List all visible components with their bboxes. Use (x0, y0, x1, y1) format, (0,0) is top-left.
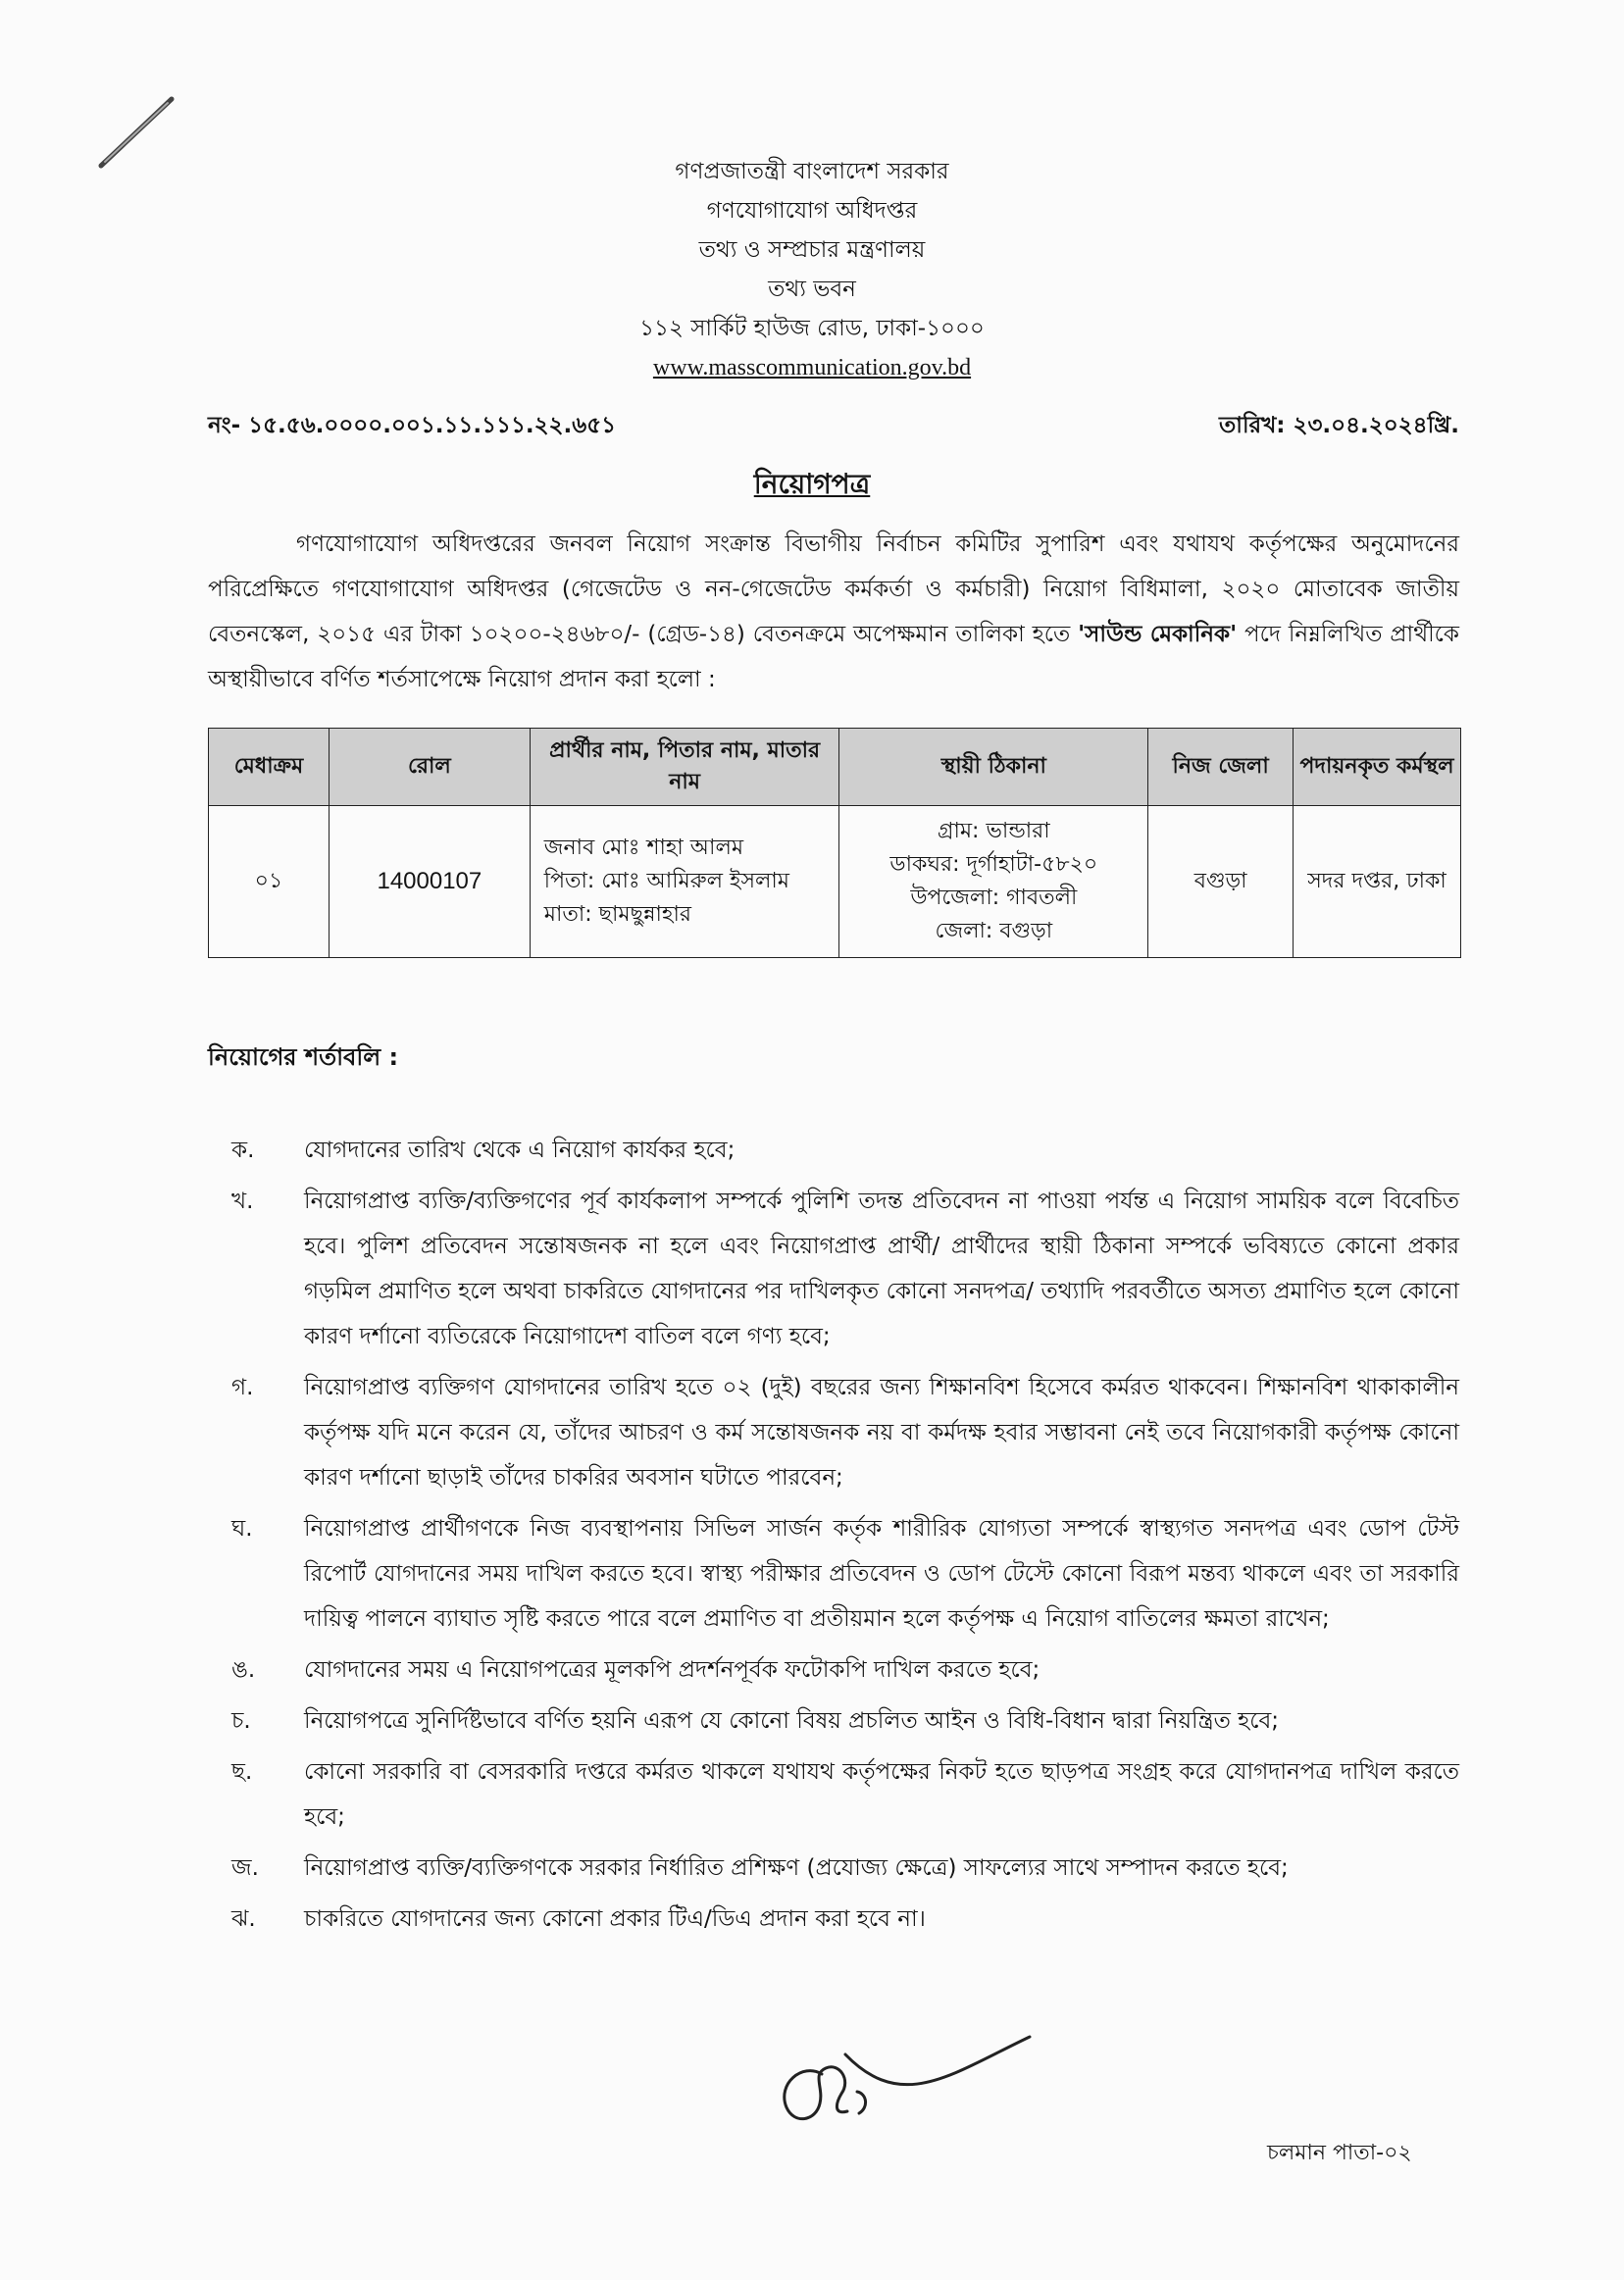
handwritten-signature (765, 2035, 1059, 2143)
header-workplace: পদায়নকৃত কর্মস্থল (1294, 729, 1461, 806)
header-district: নিজ জেলা (1148, 729, 1294, 806)
header-merit: মেধাক্রম (209, 729, 330, 806)
condition-text: চাকরিতে যোগদানের জন্য কোনো প্রকার টিএ/ডিএ প্রদান করা হবে না। (304, 1906, 926, 1932)
memo-date: তারিখ: ২৩.০৪.২০২৪খ্রি. (1219, 413, 1459, 438)
list-item (208, 1128, 1459, 1173)
intro-text-end: পদে নিম্নলিখিত প্রার্থীকে অস্থায়ীভাবে বর্ণিত শর্তসাপেক্ষে নিয়োগ প্রদান করা হলো : (208, 622, 1459, 692)
address-upazila: উপজেলা: গাবতলী (910, 886, 1078, 910)
list-item (208, 1846, 1459, 1891)
memo-row (208, 407, 1459, 445)
condition-text: নিয়োগপত্রে সুনির্দিষ্টভাবে বর্ণিত হয়নি এরূপ যে কোনো বিষয় প্রচলিত আইন ও বিধি-বিধান দ্বারা নিয়ন্ত্রিত হবে; (304, 1708, 1280, 1734)
condition-marker: খ. (231, 1189, 254, 1214)
condition-text: নিয়োগপ্রাপ্ত প্রার্থীগণকে নিজ ব্যবস্থাপনায় সিভিল সার্জন কর্তৃক শারীরিক যোগ্যতা সম্পর্কে স্বাস্থ্যগত সনদপত্র এবং ডোপ টেস্ট রিপোর্ট যোগদানের সময় দাখিল করতে হবে। স্বাস্থ্য পরীক্ষার প্রতিবেদন ও ডোপ টেস্টে কোনো বিরূপ মন্তব্য থাকলে এবং তা সরকারি দায়িত্ব পালনে ব্যাঘাত সৃষ্টি করতে পারে বলে প্রমাণিত বা প্রতীয়মান হলে কর্তৃপক্ষ এ নিয়োগ বাতিলের ক্ষমতা রাখেন; (304, 1516, 1459, 1632)
condition-text: নিয়োগপ্রাপ্ত ব্যক্তি/ব্যক্তিগণকে সরকার নির্ধারিত প্রশিক্ষণ (প্রযোজ্য ক্ষেত্রে) সাফল্যের সাথে সম্পাদন করতে হবে; (304, 1855, 1289, 1881)
letterhead-government: গণপ্রজাতন্ত্রী বাংলাদেশ সরকার (675, 159, 949, 184)
list-item (208, 1749, 1459, 1840)
candidate-father: পিতা: মোঃ আমিরুল ইসলাম (543, 869, 789, 893)
cell-candidate (530, 806, 839, 958)
intro-paragraph (208, 522, 1459, 702)
header-address: স্থায়ী ঠিকানা (839, 729, 1148, 806)
letterhead-building: তথ্য ভবন (768, 277, 856, 302)
table-header-row (209, 729, 1461, 806)
condition-text: যোগদানের তারিখ থেকে এ নিয়োগ কার্যকর হবে; (304, 1138, 736, 1163)
conditions-heading: নিয়োগের শর্তাবলি : (208, 1043, 399, 1071)
condition-marker: জ. (231, 1855, 259, 1881)
candidate-mother: মাতা: ছামছুন্নাহার (543, 902, 691, 927)
list-item (208, 1365, 1459, 1500)
post-name: 'সাউন্ড মেকানিক' (1078, 622, 1238, 647)
condition-marker: ঙ. (231, 1657, 256, 1683)
list-item (208, 1179, 1459, 1359)
list-item (208, 1698, 1459, 1744)
cell-workplace: সদর দপ্তর, ঢাকা (1294, 806, 1461, 958)
document-title: নিয়োগপত্র (753, 468, 871, 500)
address-district: জেলা: বগুড়া (935, 919, 1053, 943)
address-village: গ্রাম: ভান্ডারা (937, 819, 1050, 843)
address-post-office: ডাকঘর: দূর্গাহাটা-৫৮২০ (889, 852, 1098, 877)
condition-text: নিয়োগপ্রাপ্ত ব্যক্তিগণ যোগদানের তারিখ হতে ০২ (দুই) বছরের জন্য শিক্ষানবিশ হিসেবে কর্মরত থাকবেন। শিক্ষানবিশ থাকাকালীন কর্তৃপক্ষ যদি মনে করেন যে, তাঁদের আচরণ ও কর্ম সন্তোষজনক নয় বা কর্মদক্ষ হবার সম্ভাবনা নেই তবে নিয়োগকারী কর্তৃপক্ষ কোনো কারণ দর্শানো ছাড়াই তাঁদের চাকরির অবসান ঘটাতে পারবেন; (304, 1375, 1459, 1491)
candidate-name: জনাব মোঃ শাহা আলম (543, 836, 744, 860)
cell-address (839, 806, 1148, 958)
letterhead-address: ১১২ সার্কিট হাউজ রোড, ঢাকা-১০০০ (639, 316, 985, 341)
letterhead-ministry: তথ্য ও সম্প্রচার মন্ত্রণালয় (698, 237, 926, 263)
condition-marker: ক. (231, 1138, 255, 1163)
intro-text: গণযোগাযোগ অধিদপ্তরের জনবল নিয়োগ সংক্রান্ত বিভাগীয় নির্বাচন কমিটির সুপারিশ এবং যথাযথ কর্তৃপক্ষের অনুমোদনের পরিপ্রেক্ষিতে গণযোগাযোগ অধিদপ্তর (গেজেটেড ও নন-গেজেটেড কর্মকর্তা ও কর্মচারী) নিয়োগ বিধিমালা, ২০২০ মোতাবেক জাতীয় বেতনস্কেল, ২০১৫ এর টাকা ১০২০০-২৪৬৮০/- (গ্রেড-১৪) বেতনক্রমে অপেক্ষমান তালিকা হতে (208, 532, 1459, 647)
cell-roll: 14000107 (329, 806, 530, 958)
cell-merit: ০১ (209, 806, 330, 958)
condition-text: যোগদানের সময় এ নিয়োগপত্রের মূলকপি প্রদর্শনপূর্বক ফটোকপি দাখিল করতে হবে; (304, 1657, 1040, 1683)
list-item (208, 1897, 1459, 1942)
condition-marker: চ. (231, 1708, 251, 1734)
condition-marker: গ. (231, 1375, 254, 1400)
letterhead-department: গণযোগাযোগ অধিদপ্তর (706, 198, 918, 224)
condition-text: নিয়োগপ্রাপ্ত ব্যক্তি/ব্যক্তিগণের পূর্ব কার্যকলাপ সম্পর্কে পুলিশি তদন্ত প্রতিবেদন না পাওয়া পর্যন্ত এ নিয়োগ সাময়িক বলে বিবেচিত হবে। পুলিশ প্রতিবেদন সন্তোষজনক না হলে এবং নিয়োগপ্রাপ্ত প্রার্থী/ প্রার্থীদের স্থায়ী ঠিকানা সম্পর্কে ভবিষ্যতে কোনো প্রকার গড়মিল প্রমাণিত হলে অথবা চাকরিতে যোগদানের পর দাখিলকৃত কোনো সনদপত্র/ তথ্যাদি পরবর্তীতে অসত্য প্রমাণিত হলে কোনো কারণ দর্শানো ব্যতিরেকে নিয়োগাদেশ বাতিল বলে গণ্য হবে; (304, 1189, 1459, 1349)
candidate-table (208, 728, 1461, 958)
cell-district: বগুড়া (1148, 806, 1294, 958)
conditions-list (208, 1128, 1459, 1948)
header-name: প্রার্থীর নাম, পিতার নাম, মাতার নাম (530, 729, 839, 806)
list-item (208, 1647, 1459, 1693)
table-row (209, 806, 1461, 958)
continuation-note: চলমান পাতা-০২ (1267, 2141, 1412, 2165)
letterhead-website-link[interactable]: www.masscommunication.gov.bd (652, 355, 972, 380)
condition-marker: ঘ. (231, 1516, 253, 1542)
condition-marker: ছ. (231, 1759, 253, 1785)
condition-marker: ঝ. (231, 1906, 256, 1932)
letterhead (0, 152, 1624, 387)
list-item (208, 1506, 1459, 1642)
memo-number: নং- ১৫.৫৬.০০০০.০০১.১১.১১১.২২.৬৫১ (208, 413, 617, 438)
header-roll: রোল (329, 729, 530, 806)
condition-text: কোনো সরকারি বা বেসরকারি দপ্তরে কর্মরত থাকলে যথাযথ কর্তৃপক্ষের নিকট হতে ছাড়পত্র সংগ্রহ করে যোগদানপত্র দাখিল করতে হবে; (304, 1759, 1459, 1830)
